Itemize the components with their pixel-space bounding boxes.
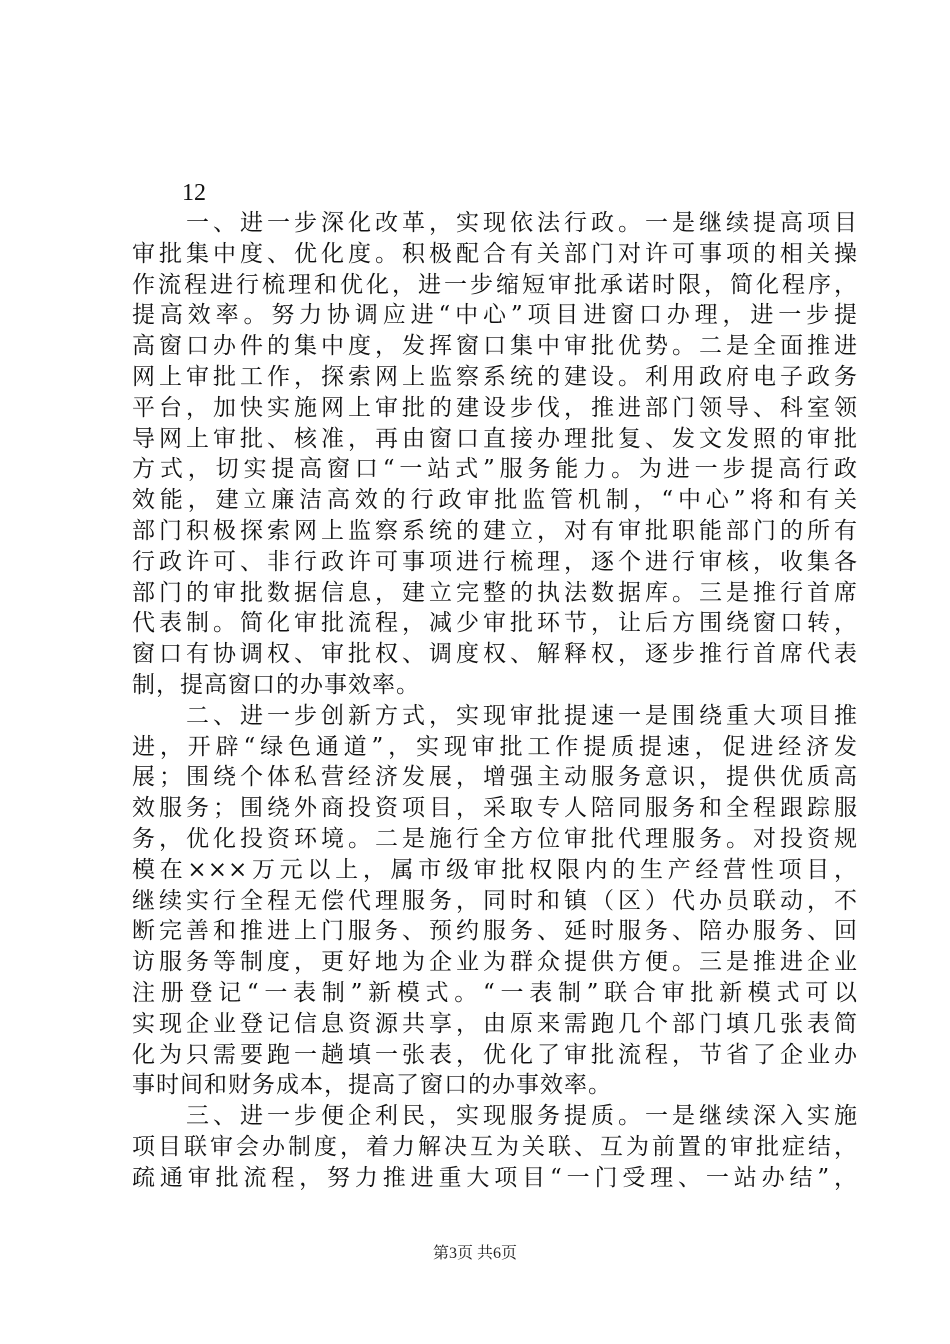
- text-line: 三、进一步便企利民，实现服务提质。一是继续深入实施: [132, 1103, 858, 1130]
- body-text: [132, 208, 858, 1194]
- text-line: 实现企业登记信息资源共享，由原来需跑几个部门填几张表简: [132, 1010, 858, 1037]
- text-line: 展；围绕个体私营经济发展，增强主动服务意识，提供优质高: [132, 764, 858, 791]
- text-line: 继续实行全程无偿代理服务，同时和镇（区）代办员联动，不: [132, 887, 858, 914]
- text-line: 疏通审批流程，努力推进重大项目“一门受理、一站办结”，: [132, 1164, 858, 1191]
- text-line: 务，优化投资环境。二是施行全方位审批代理服务。对投资规: [132, 825, 858, 852]
- text-line: 模在×××万元以上，属市级审批权限内的生产经营性项目，: [132, 856, 858, 883]
- text-line: 制，提高窗口的办事效率。: [132, 671, 420, 698]
- text-line: 访服务等制度，更好地为企业为群众提供方便。三是推进企业: [132, 949, 858, 976]
- text-line: 效服务；围绕外商投资项目，采取专人陪同服务和全程跟踪服: [132, 795, 858, 822]
- text-line: 部门积极探索网上监察系统的建立，对有审批职能部门的所有: [132, 517, 858, 544]
- page-number: 12: [182, 180, 206, 206]
- text-line: 高窗口办件的集中度，发挥窗口集中审批优势。二是全面推进: [132, 333, 858, 360]
- text-line: 行政许可、非行政许可事项进行梳理，逐个进行审核，收集各: [132, 548, 858, 575]
- text-line: 作流程进行梳理和优化，进一步缩短审批承诺时限，简化程序，: [132, 271, 858, 298]
- text-line: 一、进一步深化改革，实现依法行政。一是继续提高项目: [132, 210, 858, 236]
- text-line: 提高效率。努力协调应进“中心”项目进窗口办理，进一步提: [132, 302, 858, 329]
- page-footer: 第3页 共6页: [432, 1245, 517, 1262]
- text-line: 导网上审批、核准，再由窗口直接办理批复、发文发照的审批: [132, 425, 858, 452]
- text-line: 审批集中度、优化度。积极配合有关部门对许可事项的相关操: [132, 240, 858, 267]
- text-line: 效能，建立廉洁高效的行政审批监管机制，“中心”将和有关: [132, 487, 858, 514]
- text-line: 项目联审会办制度，着力解决互为关联、互为前置的审批症结，: [132, 1133, 858, 1160]
- text-line: 注册登记“一表制”新模式。“一表制”联合审批新模式可以: [132, 979, 858, 1006]
- text-line: 方式，切实提高窗口“一站式”服务能力。为进一步提高行政: [132, 456, 858, 483]
- text-line: 窗口有协调权、审批权、调度权、解释权，逐步推行首席代表: [132, 641, 858, 668]
- text-line: 平台，加快实施网上审批的建设步伐，推进部门领导、科室领: [132, 394, 858, 421]
- text-line: 二、进一步创新方式，实现审批提速一是围绕重大项目推: [132, 702, 858, 729]
- text-line: 断完善和推进上门服务、预约服务、延时服务、陪办服务、回: [132, 918, 858, 945]
- text-line: 化为只需要跑一趟填一张表，优化了审批流程，节省了企业办: [132, 1041, 858, 1068]
- text-line: 进，开辟“绿色通道”，实现审批工作提质提速，促进经济发: [132, 733, 858, 760]
- text-line: 代表制。简化审批流程，减少审批环节，让后方围绕窗口转，: [132, 610, 858, 637]
- text-line: 事时间和财务成本，提高了窗口的办事效率。: [132, 1072, 612, 1099]
- text-line: 网上审批工作，探索网上监察系统的建设。利用政府电子政务: [132, 363, 858, 390]
- text-line: 部门的审批数据信息，建立完整的执法数据库。三是推行首席: [132, 579, 858, 606]
